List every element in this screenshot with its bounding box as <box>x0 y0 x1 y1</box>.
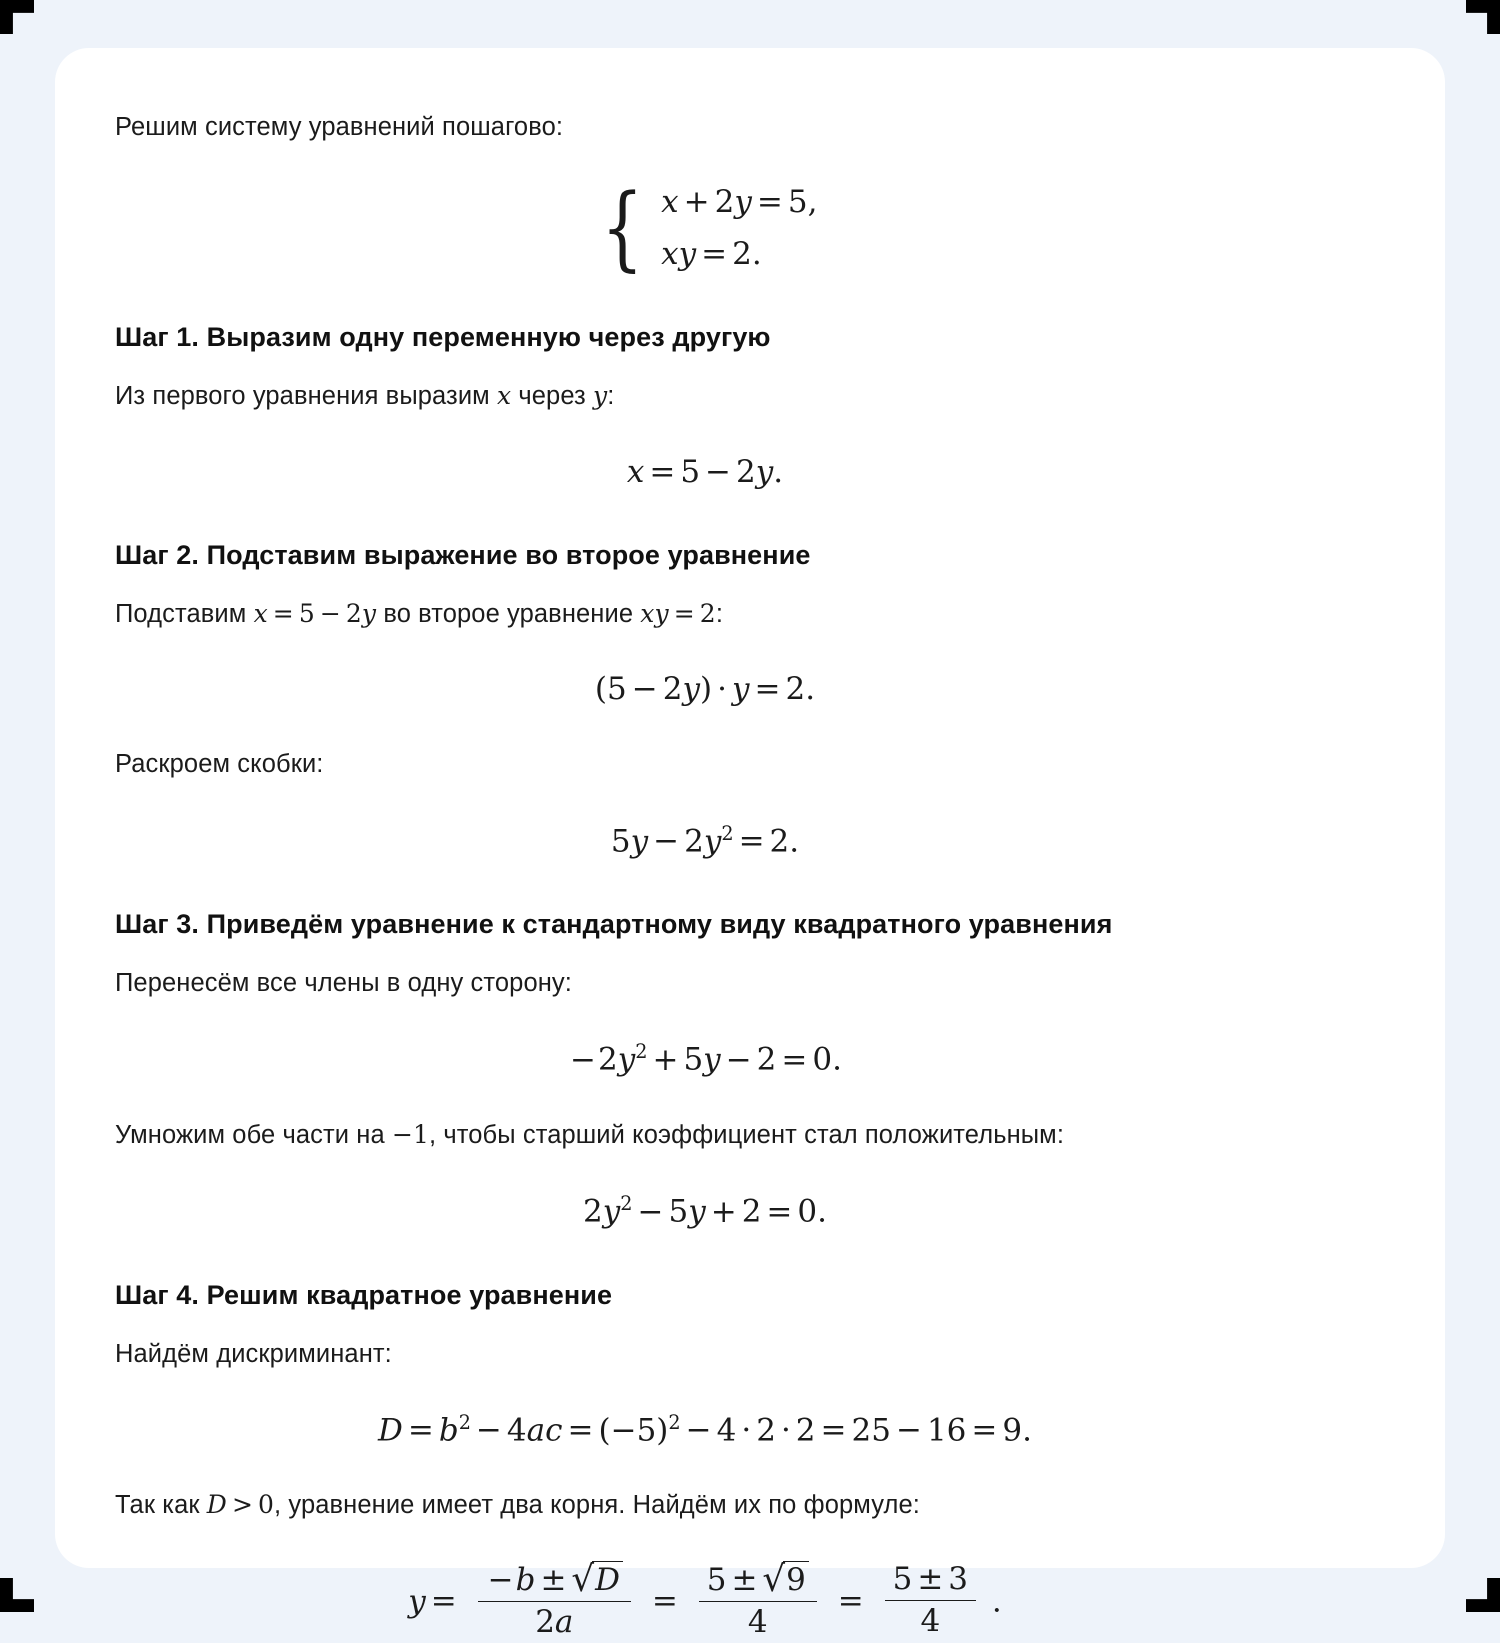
system-of-equations <box>115 174 1295 282</box>
step-3-inline-neg-one: −1 <box>391 1119 429 1149</box>
step-4-equation-roots: y = −b ± √ D 2a = 5 ± √ 9 4 = $\frac{5 \pm 3}{4}$ . <box>408 1558 1002 1641</box>
fraction-substituted: 5 ± √ 9 4 <box>699 1561 817 1641</box>
step-4-equation-discriminant: $D = b^2 - 4ac = (-5)^2 - 4 \cdot 2 \cdot 2 = 25 - 16 = 9$. <box>378 1410 1032 1449</box>
step-3-heading: Шаг 3. Приведём уравнение к стандартному виду квадратного уравнения <box>115 909 1113 940</box>
step-2-body-middle: во второе уравнение <box>376 599 641 628</box>
fraction-final: $\frac{5 \pm 3}{4}$ <box>885 1562 976 1640</box>
corner-mark-bottom-right <box>1466 1578 1500 1612</box>
step-2-body-1 <box>115 597 1295 631</box>
sqrt-icon-2: √ <box>762 1558 786 1600</box>
step-3-body-2-prefix: Умножим обе части на <box>115 1120 392 1149</box>
step-1-equation: x = 5 − 2y. <box>626 453 784 490</box>
step-4-inline-condition: D > 0 <box>206 1490 275 1520</box>
step-3-body-2 <box>115 1118 1295 1152</box>
step-1-heading: Шаг 1. Выразим одну переменную через другую <box>115 322 771 353</box>
step-1-var-x: x <box>497 381 512 411</box>
sqrt-icon: √ <box>571 1558 595 1600</box>
step-2-body-prefix: Подставим <box>115 599 254 628</box>
step-1-body-prefix: Из первого уравнения выразим <box>115 382 497 411</box>
solution-content <box>55 48 1295 1643</box>
system-equation-1: x + 2y = 5, <box>661 184 818 221</box>
system-equation-2: xy = 2. <box>661 236 762 273</box>
step-3-equation-1: $-2y^2 + 5y - 2 = 0$. <box>570 1040 842 1078</box>
fraction-general-formula: −b ± √ D 2a <box>478 1561 631 1641</box>
intro-text: Решим систему уравнений пошагово: <box>115 113 564 141</box>
step-2-equation-2: $5y - 2y^2 = 2$. <box>610 821 800 860</box>
step-2-equation-1: (5 − 2y) · y = 2. <box>594 671 816 708</box>
corner-mark-bottom-left <box>0 1578 34 1612</box>
step-3-body-1: Перенесём все члены в одну сторону: <box>115 969 572 998</box>
step-1-var-y: y <box>593 381 608 411</box>
system-brace: { <box>600 174 643 282</box>
step-4-body-1: Найдём дискриминант: <box>115 1339 392 1368</box>
step-1-body-suffix: : <box>607 382 615 411</box>
step-2-inline-math-1: x = 5 − 2y <box>253 598 377 628</box>
solution-card <box>55 48 1445 1641</box>
step-2-body-2: Раскроем скобки: <box>115 750 324 779</box>
step-4-body-2-suffix: , уравнение имеет два корня. Найдём их по формуле: <box>274 1491 920 1520</box>
step-4-body-2-prefix: Так как <box>115 1491 207 1520</box>
step-3-body-2-suffix: , чтобы старший коэффициент стал положительным: <box>429 1120 1065 1149</box>
step-2-body-suffix: : <box>715 599 723 628</box>
corner-mark-top-right <box>1466 0 1500 34</box>
step-3-equation-2: $2y^2 - 5y + 2 = 0$. <box>583 1192 827 1230</box>
step-4-heading: Шаг 4. Решим квадратное уравнение <box>115 1279 613 1310</box>
step-1-body <box>115 379 1295 413</box>
corner-mark-top-left <box>0 0 34 34</box>
step-2-inline-math-2: xy = 2 <box>640 598 716 628</box>
step-1-body-middle: через <box>511 382 594 411</box>
step-4-body-2 <box>115 1488 1295 1522</box>
step-2-heading: Шаг 2. Подставим выражение во второе уравнение <box>115 539 811 570</box>
